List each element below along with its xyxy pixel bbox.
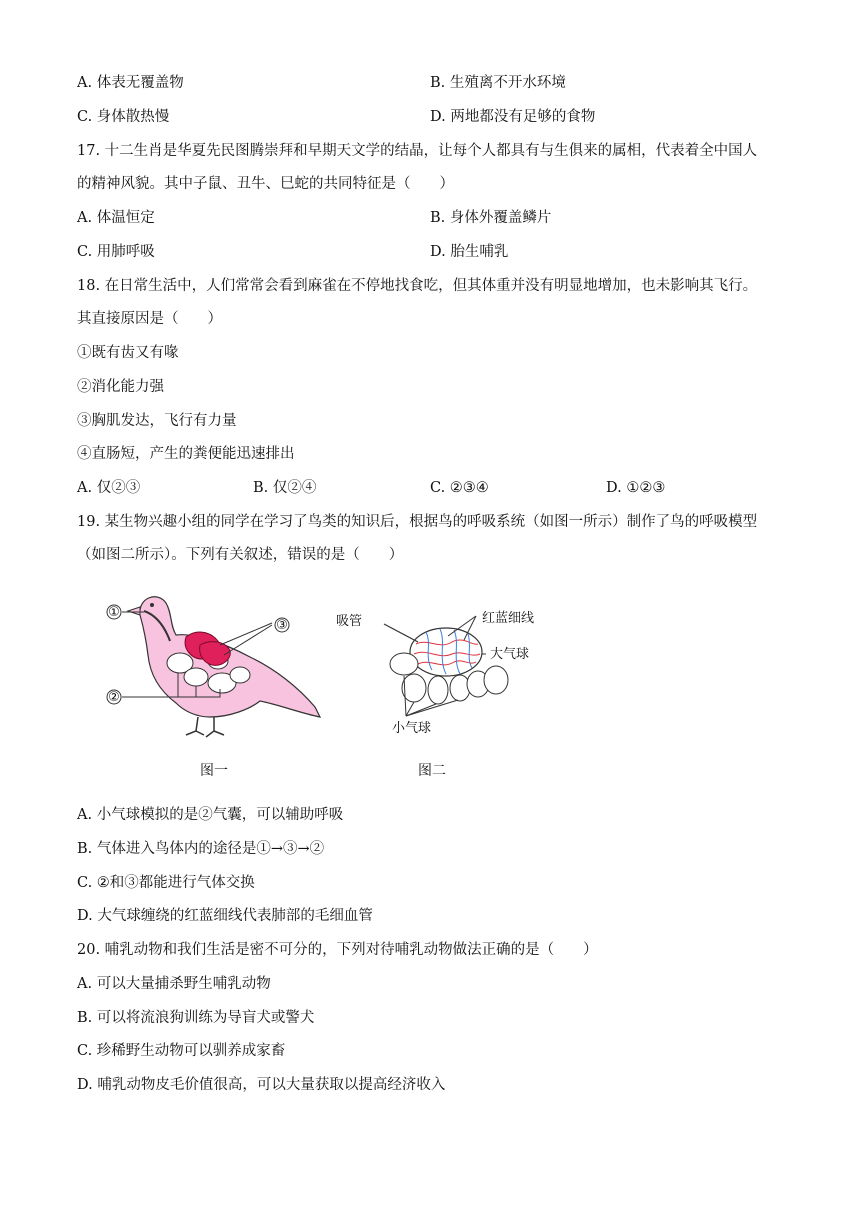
q19-option-b: B. 气体进入鸟体内的途径是①→③→② [77, 841, 325, 857]
air-sac [230, 667, 250, 683]
q18-item-3: ③胸肌发达，飞行有力量 [77, 413, 237, 429]
q20-option-b: B. 可以将流浪狗训练为导盲犬或警犬 [77, 1010, 315, 1026]
q19-option-d: D. 大气球缠绕的红蓝细线代表肺部的毛细血管 [77, 908, 373, 924]
q16-option-d: D. 两地都没有足够的食物 [430, 109, 596, 125]
q19-stem-line2: （如图二所示）。下列有关叙述，错误的是（ ） [77, 547, 404, 563]
figure-2-caption: 图二 [418, 763, 446, 779]
q18-option-a: A. 仅②③ [77, 480, 141, 496]
q18-item-1: ①既有齿又有喙 [77, 345, 179, 361]
q19-stem-line1: 19. 某生物兴趣小组的同学在学习了鸟类的知识后，根据鸟的呼吸系统（如图一所示）制作了鸟的呼吸模型 [77, 514, 758, 530]
small-balloon [390, 653, 418, 675]
label-1: ① [108, 605, 120, 620]
q17-option-d: D. 胎生哺乳 [430, 244, 509, 260]
figure-1-caption: 图一 [200, 763, 228, 779]
q18-item-2: ②消化能力强 [77, 379, 164, 395]
breathing-model-figure [336, 600, 556, 740]
straw-label: 吸管 [336, 614, 363, 629]
q20-option-d: D. 哺乳动物皮毛价值很高，可以大量获取以提高经济收入 [77, 1077, 446, 1093]
q16-option-c: C. 身体散热慢 [77, 109, 170, 125]
q16-option-a: A. 体表无覆盖物 [77, 75, 184, 91]
label-3: ③ [276, 618, 288, 633]
bird-leg [186, 717, 204, 735]
bird-eye [150, 603, 154, 607]
q20-option-a: A. 可以大量捕杀野生哺乳动物 [77, 976, 271, 992]
q18-option-c: C. ②③④ [430, 480, 489, 496]
q19-option-c: C. ②和③都能进行气体交换 [77, 875, 255, 891]
q17-option-a: A. 体温恒定 [77, 210, 155, 226]
bird-leg [206, 717, 224, 737]
q18-stem-line1: 18. 在日常生活中，人们常常会看到麻雀在不停地找食吃，但其体重并没有明显地增加，也未影响其飞行。 [77, 278, 758, 294]
q16-option-b: B. 生殖离不开水环境 [430, 75, 566, 91]
bird-beak [128, 607, 140, 615]
thread-label: 红蓝细线 [482, 611, 535, 626]
small-balloon [484, 666, 508, 694]
q18-item-4: ④直肠短，产生的粪便能迅速排出 [77, 446, 295, 462]
q20-stem: 20. 哺乳动物和我们生活是密不可分的，下列对待哺乳动物做法正确的是（ ） [77, 942, 598, 958]
label-2: ② [108, 690, 120, 705]
air-sac [184, 668, 208, 686]
q17-stem-line1: 17. 十二生肖是华夏先民图腾崇拜和早期天文学的结晶，让每个人都具有与生俱来的属相，代表着全中国人 [77, 143, 758, 159]
bird-respiratory-figure [100, 585, 330, 745]
q18-option-b: B. 仅②④ [253, 480, 317, 496]
small-balloon [428, 676, 448, 704]
q20-option-c: C. 珍稀野生动物可以驯养成家畜 [77, 1043, 286, 1059]
q17-stem-line2: 的精神风貌。其中子鼠、丑牛、巳蛇的共同特征是（ ） [77, 176, 454, 192]
q18-stem-line2: 其直接原因是（ ） [77, 311, 222, 327]
q17-option-c: C. 用肺呼吸 [77, 244, 155, 260]
straw [384, 624, 418, 642]
small-balloon-label: 小气球 [392, 721, 432, 736]
q17-option-b: B. 身体外覆盖鳞片 [430, 210, 552, 226]
big-balloon-label: 大气球 [490, 647, 530, 662]
small-balloon [402, 674, 426, 702]
q18-option-d: D. ①②③ [606, 480, 666, 496]
q19-option-a: A. 小气球模拟的是②气囊，可以辅助呼吸 [77, 807, 344, 823]
